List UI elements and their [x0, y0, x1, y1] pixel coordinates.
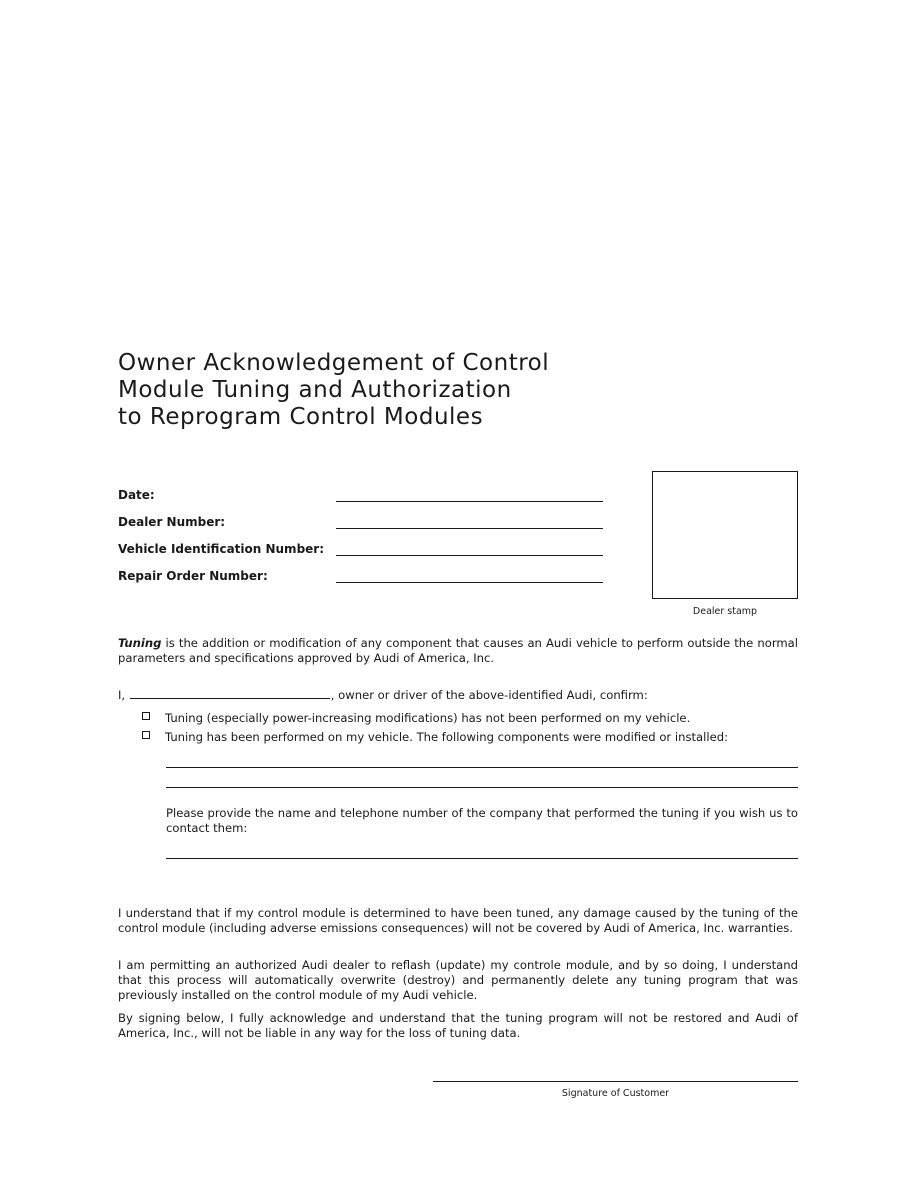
warranty-statement: I understand that if my control module is determined to have been tuned, any damage caused by the tuning of the control module (including adverse emissions consequences) will not be covered by Audi of America, Inc. warranties. [118, 906, 798, 935]
date-label: Date: [118, 488, 155, 502]
repair-order-number-label: Repair Order Number: [118, 569, 268, 583]
signature-line[interactable] [433, 1081, 798, 1082]
reflash-statement: I am permitting an authorized Audi dealer to reflash (update) my controle module, and by so doing, I understand that this process will automatically overwrite (destroy) and permanently delete any tuning program that was previously installed on the control module of my Audi vehicle. [118, 958, 798, 1002]
dealer-number-field[interactable] [336, 528, 603, 529]
vin-label: Vehicle Identification Number: [118, 542, 325, 556]
signature-label: Signature of Customer [561, 1088, 670, 1099]
dealer-number-label: Dealer Number: [118, 515, 226, 529]
option-not-tuned[interactable] [142, 711, 690, 726]
confirm-suffix: , owner or driver of the above-identified Audi, confirm: [330, 688, 648, 702]
tuning-definition-text: is the addition or modification of any component that causes an Audi vehicle to perform outside the normal parameters and specifications approved by Audi of America, Inc. [118, 636, 798, 665]
form-title-line-1: Owner Acknowledgement of Control [118, 350, 550, 376]
modified-components-line-1[interactable] [166, 767, 798, 768]
owner-name-field[interactable] [130, 687, 330, 699]
confirm-prefix: I, [118, 688, 129, 702]
option-not-tuned-label: Tuning (especially power-increasing modifications) has not been performed on my vehicle. [165, 711, 691, 725]
dealer-stamp-label: Dealer stamp [692, 606, 758, 617]
date-field[interactable] [336, 501, 603, 502]
tuning-definition [118, 636, 798, 666]
contact-request: Please provide the name and telephone number of the company that performed the tuning if you wish us to contact them: [166, 806, 798, 835]
dealer-stamp-box [652, 471, 798, 599]
checkbox-tuned[interactable] [142, 731, 150, 739]
confirm-statement [118, 687, 798, 703]
tuning-term: Tuning [118, 636, 162, 650]
form-title [118, 350, 718, 431]
checkbox-not-tuned[interactable] [142, 712, 150, 720]
option-tuned[interactable] [142, 730, 728, 745]
form-title-line-2: Module Tuning and Authorization [118, 377, 512, 403]
repair-order-number-field[interactable] [336, 582, 603, 583]
acknowledgement-statement: By signing below, I fully acknowledge and understand that the tuning program will not be restored and Audi of America, Inc., will not be liable in any way for the loss of tuning data. [118, 1011, 798, 1040]
form-title-line-3: to Reprogram Control Modules [118, 404, 484, 430]
vin-field[interactable] [336, 555, 603, 556]
tuning-company-line[interactable] [166, 858, 798, 859]
option-tuned-label: Tuning has been performed on my vehicle. The following components were modified or installed: [165, 730, 728, 744]
modified-components-line-2[interactable] [166, 787, 798, 788]
